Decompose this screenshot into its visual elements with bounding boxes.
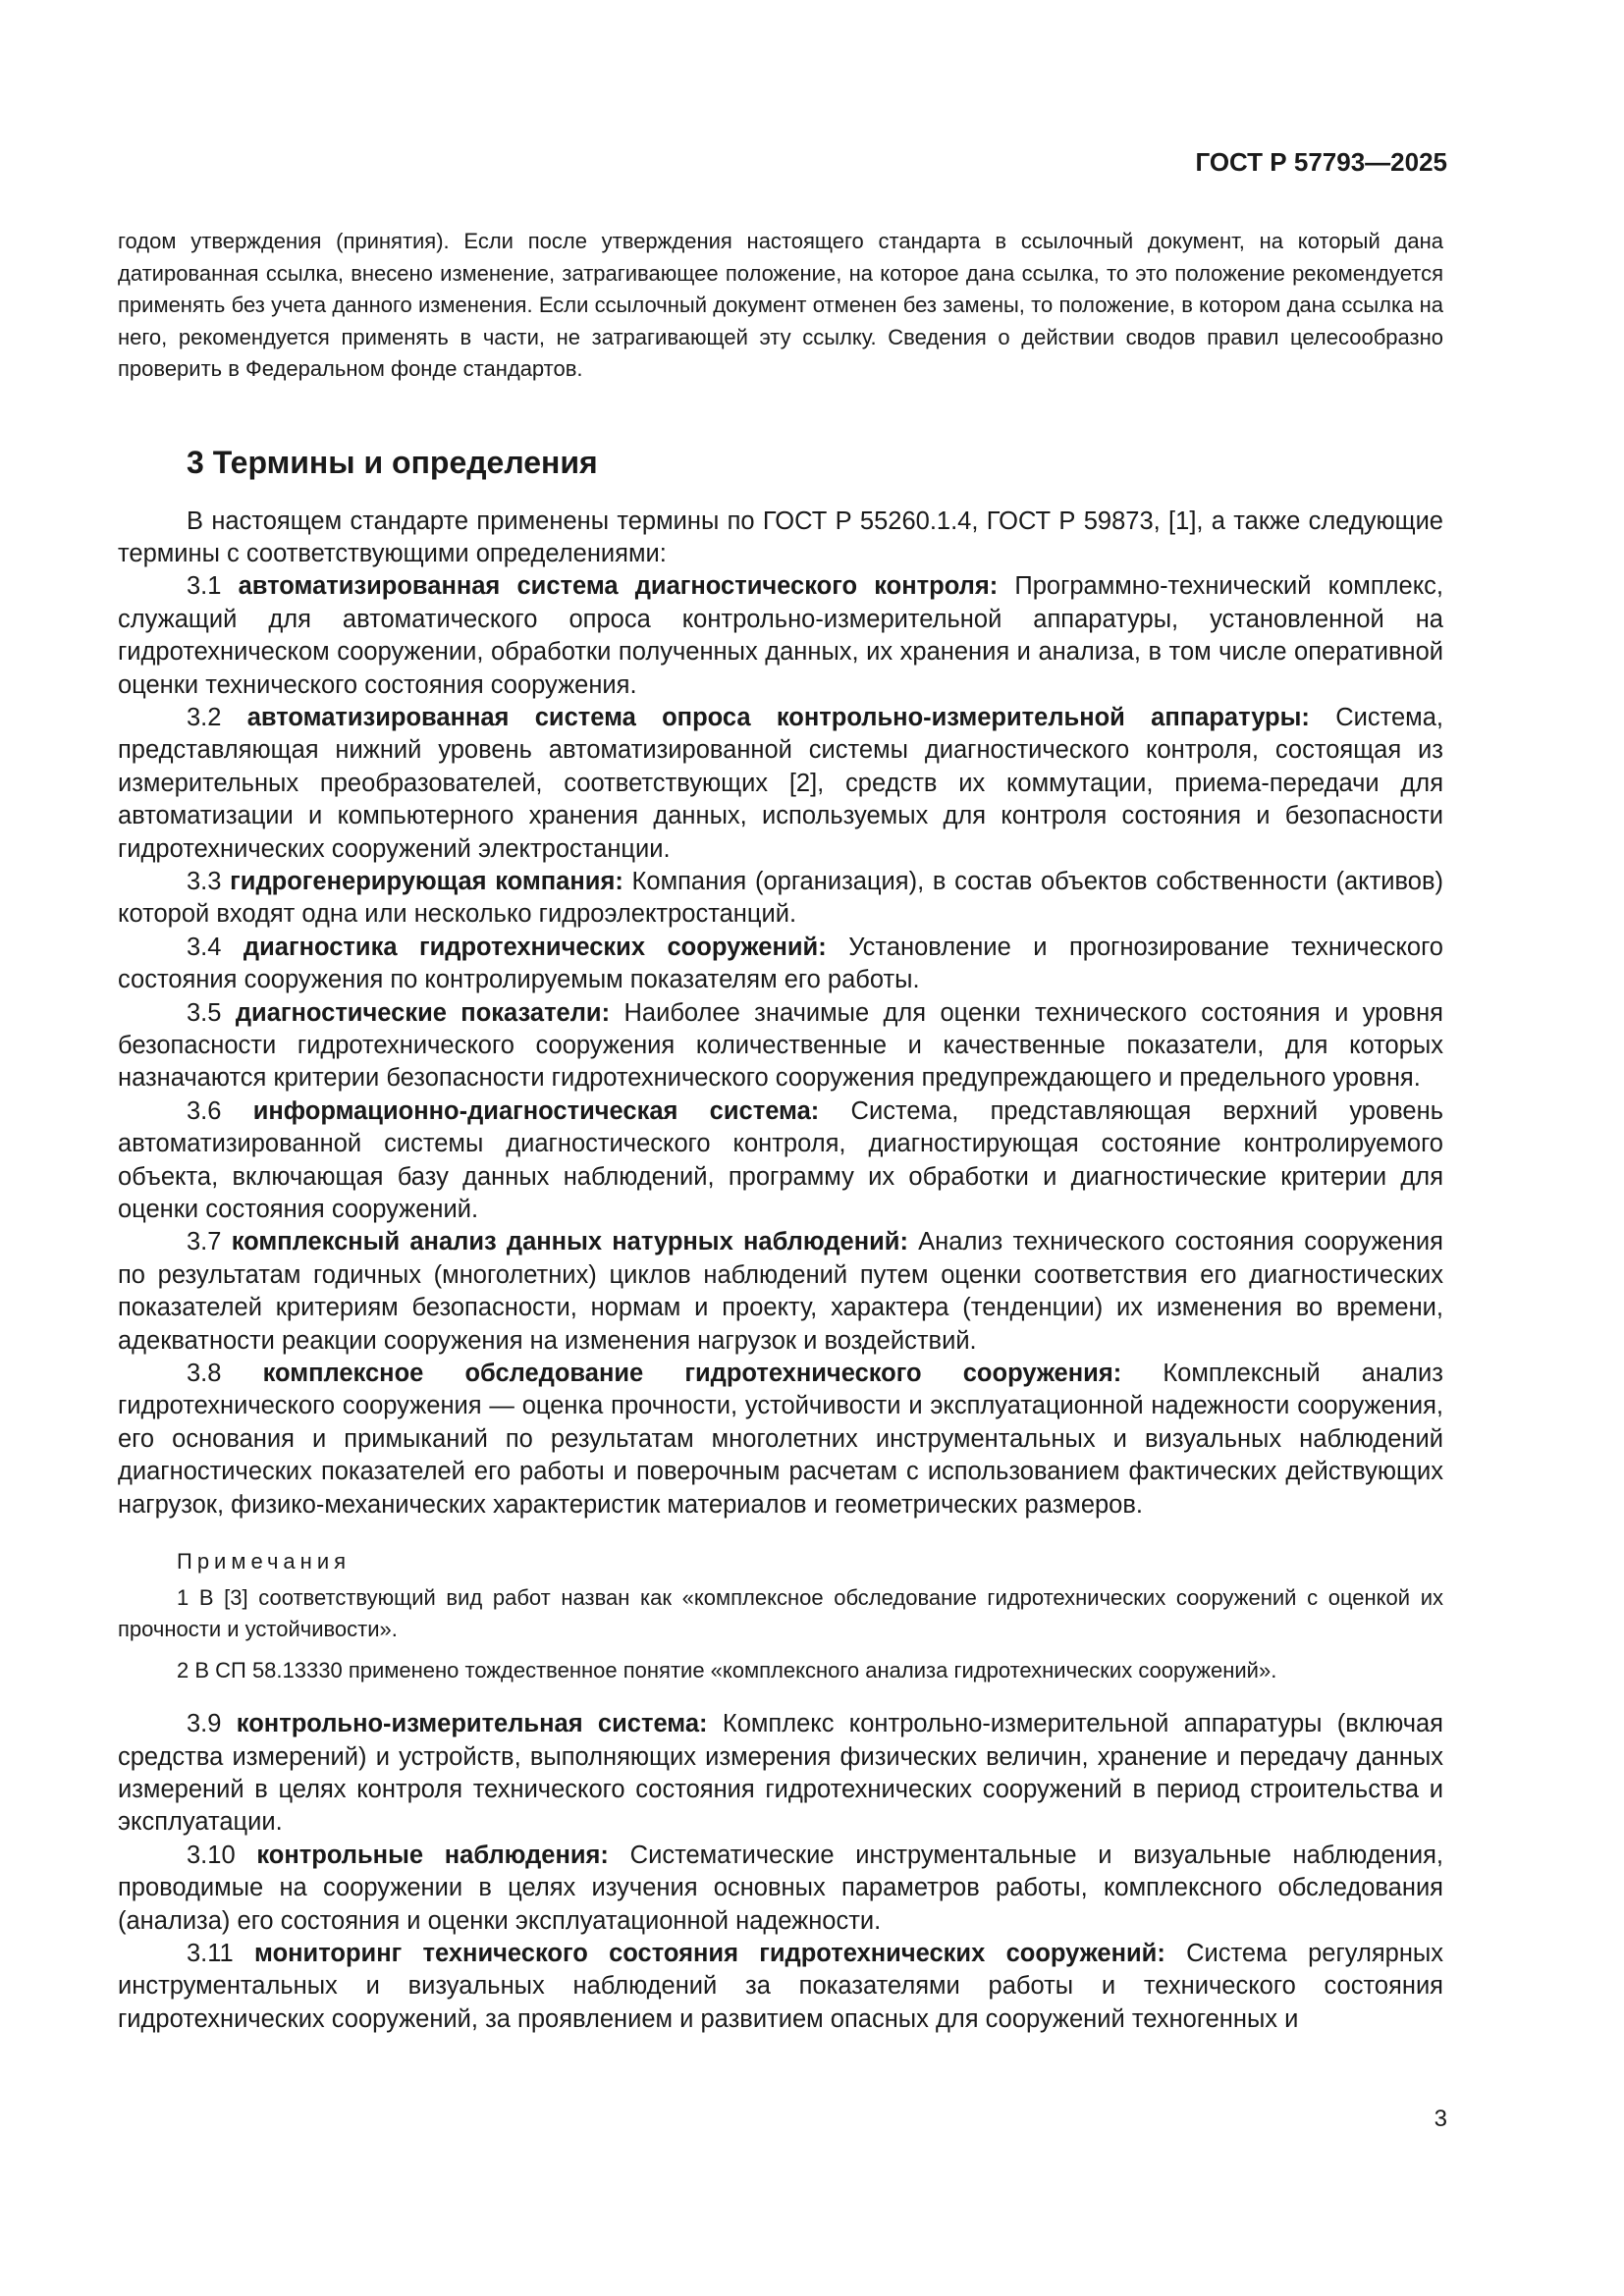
term-number: 3.1 <box>187 572 239 601</box>
term-number: 3.8 <box>187 1360 263 1388</box>
term-entry <box>118 1938 1443 2036</box>
term-entry <box>118 997 1443 1095</box>
term-entry <box>118 702 1443 866</box>
term-number: 3.6 <box>187 1096 253 1125</box>
term-entry <box>118 1840 1443 1938</box>
term-name: контрольно-измерительная система: <box>236 1710 708 1738</box>
term-name: диагностика гидротехнических сооружений: <box>243 933 827 961</box>
term-definition: Установление и прогнозирование технического состояния сооружения по контролируемым показателям его работы. <box>118 933 1443 994</box>
term-definition: Система, представляющая нижний уровень автоматизированной системы диагностического контроля, состоящая из измерительных преобразователей, соответствующих [2], средств их коммутации, приема-передачи для автоматизации и компьютерного хранения данных, используемых для контроля состояния и безопасности гидротехнических сооружений электростанции. <box>118 703 1443 863</box>
notes-heading: Примечания <box>177 1549 352 1575</box>
section-title: 3 Термины и определения <box>187 444 598 480</box>
term-name: комплексный анализ данных натурных наблюдений: <box>231 1228 908 1256</box>
section-lead: В настоящем стандарте применены термины по ГОСТ Р 55260.1.4, ГОСТ Р 59873, [1], а также следующие термины с соответствующими определениями: <box>118 507 1443 567</box>
term-definition: Система, представляющая верхний уровень автоматизированной системы диагностического контроля, диагностирующая состояние контролируемого объекта, включающая базу данных наблюдений, программу их обработки и диагностические критерии для оценки состояния сооружений. <box>118 1096 1443 1224</box>
term-number: 3.9 <box>187 1710 237 1738</box>
term-name: комплексное обследование гидротехнического сооружения: <box>262 1360 1122 1388</box>
term-name: информационно-диагностическая система: <box>252 1096 820 1125</box>
term-number: 3.4 <box>187 933 244 961</box>
term-definition: Система регулярных инструментальных и визуальных наблюдений за показателями работы и технического состояния гидротехнических сооружений, за проявлением и развитием опасных для сооружений техногенных и <box>118 1939 1443 2033</box>
term-definition: Анализ технического состояния сооружения по результатам годичных (многолетних) циклов наблюдений путем оценки соответствия его диагностических показателей критериям безопасности, нормам и проекту, характера (тенденции) их изменения во времени, адекватности реакции сооружения на изменения нагрузок и воздействий. <box>118 1228 1443 1355</box>
page-number: 3 <box>1434 2106 1447 2132</box>
term-number: 3.11 <box>187 1939 255 1967</box>
term-entry <box>118 932 1443 997</box>
terms-block-2 <box>118 1708 1443 2036</box>
term-definition: Программно-технический комплекс, служащий для автоматического опроса контрольно-измерительной аппаратуры, установленной на гидротехническом сооружении, обработки полученных данных, их хранения и анализа, в том числе оперативной оценки технического состояния сооружения. <box>118 572 1443 699</box>
term-definition: Комплекс контрольно-измерительной аппаратуры (включая средства измерений) и устройств, выполняющих измерения физических величин, хранение и передачу данных измерений в целях контроля технического состояния гидротехнических сооружений в период строительства и эксплуатации. <box>118 1710 1443 1837</box>
note-item: 2 В СП 58.13330 применено тождественное понятие «комплексного анализа гидротехнических сооружений». <box>177 1658 1277 1683</box>
term-number: 3.3 <box>187 867 231 895</box>
term-name: контрольные наблюдения: <box>256 1841 609 1869</box>
term-number: 3.5 <box>187 998 236 1027</box>
intro-paragraph: годом утверждения (принятия). Если после утверждения настоящего стандарта в ссылочный документ, на который дана датированная ссылка, внесено изменение, затрагивающее положение, на которое дана ссылка, то это положение рекомендуется применять без учета данного изменения. Если ссылочный документ отменен без замены, то положение, в котором дана ссылка на него, рекомендуется применять в части, не затрагивающей эту ссылку. Сведения о действии сводов правил целесообразно проверить в Федеральном фонде стандартов. <box>118 229 1443 381</box>
term-definition: Компания (организация), в состав объектов собственности (активов) которой входят одна или несколько гидроэлектростанций. <box>118 867 1443 929</box>
term-name: автоматизированная система диагностического контроля: <box>238 572 999 601</box>
term-entry <box>118 1358 1443 1522</box>
term-number: 3.7 <box>187 1228 232 1256</box>
term-name: мониторинг технического состояния гидротехнических сооружений: <box>254 1939 1165 1967</box>
terms-block-1 <box>118 506 1443 1522</box>
term-entry <box>118 1095 1443 1227</box>
term-entry <box>118 570 1443 702</box>
term-entry <box>118 1708 1443 1840</box>
term-definition: Наиболее значимые для оценки технического состояния и уровня безопасности гидротехнического сооружения количественные и качественные показатели, для которых назначаются критерии безопасности гидротехнического сооружения предупреждающего и предельного уровня. <box>118 998 1443 1093</box>
term-name: диагностические показатели: <box>235 998 611 1027</box>
term-entry <box>118 866 1443 932</box>
term-number: 3.10 <box>187 1841 257 1869</box>
term-number: 3.2 <box>187 703 247 731</box>
notes-block <box>118 1547 1443 1686</box>
page-content <box>118 226 1443 2036</box>
term-entry <box>118 1226 1443 1358</box>
term-name: автоматизированная система опроса контрольно-измерительной аппаратуры: <box>246 703 1310 731</box>
term-name: гидрогенерирующая компания: <box>230 867 623 895</box>
document-code-header: ГОСТ Р 57793—2025 <box>1195 147 1447 177</box>
note-item: 1 В [3] соответствующий вид работ назван как «комплексное обследование гидротехнических сооружений с оценкой их прочности и устойчивости». <box>118 1585 1443 1642</box>
term-definition: Систематические инструментальные и визуальные наблюдения, проводимые на сооружении в целях изучения основных параметров работы, комплексного обследования (анализа) его состояния и оценки эксплуатационной надежности. <box>118 1841 1443 1935</box>
term-definition: Комплексный анализ гидротехнического сооружения — оценка прочности, устойчивости и эксплуатационной надежности сооружения, его основания и примыканий по результатам многолетних инструментальных и визуальных наблюдений диагностических показателей его работы и поверочным расчетам с использованием фактических действующих нагрузок, физико-механических характеристик материалов и геометрических размеров. <box>118 1360 1443 1519</box>
